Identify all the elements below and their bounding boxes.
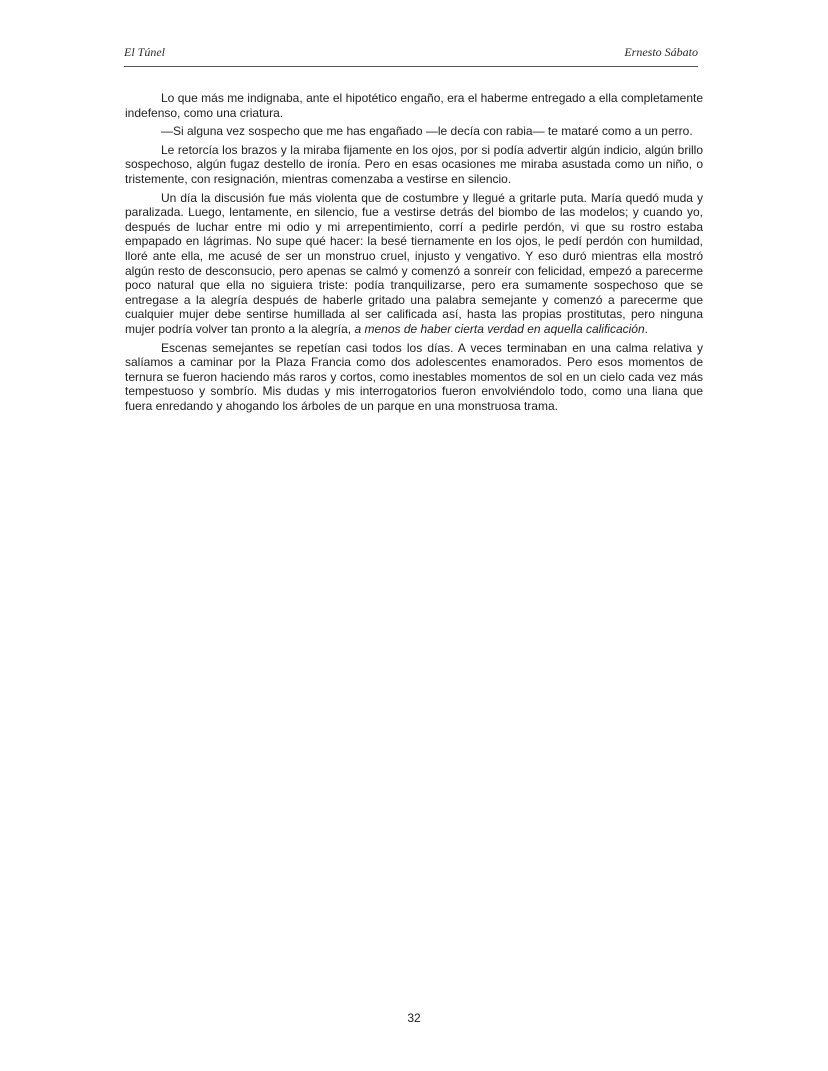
header-divider [124, 66, 698, 67]
paragraph-1: Lo que más me indignaba, ante el hipotético engaño, era el haberme entregado a ella completamente indefenso, como una criatura. [125, 91, 703, 120]
paragraph-5: Escenas semejantes se repetían casi todos los días. A veces terminaban en una calma relativa y salíamos a caminar por la Plaza Francia como dos adolescentes enamorados. Pero esos momentos de ternura se fueron haciendo más raros y cortos, como inestables momentos de sol en un cielo cada vez más tempestuoso y sombrío. Mis dudas y mis interrogatorios fueron envolviéndolo todo, como una liana que fuera enredando y ahogando los árboles de un parque en una monstruosa trama. [125, 340, 703, 413]
header-book-title: El Túnel [124, 45, 165, 59]
paragraph-4-italic: a menos de haber cierta verdad en aquella calificación [354, 321, 645, 336]
page-number: 32 [407, 1011, 421, 1025]
paragraph-4-end: . [644, 321, 648, 336]
header-author: Ernesto Sábato [624, 45, 698, 59]
paragraph-4-text: Un día la discusión fue más violenta que de costumbre y llegué a gritarle puta. María quedó muda y paralizada. Luego, lentamente, en silencio, fue a vestirse detrás del biombo de las modelos; y cuando yo, después de luchar entre mi odio y mi arrepentimiento, corrí a pedirle perdón, vi que su rostro estaba empapado en lágrimas. No supe qué hacer: la besé tiernamente en los ojos, le pedí perdón con humildad, lloré ante ella, me acusé de ser un monstruo cruel, injusto y vengativo. Y eso duró mientras ella mostró algún resto de desconsucio, pero apenas se calmó y comenzó a sonreír con felicidad, empezó a parecerme poco natural que ella no siguiera triste: podía tranquilizarse, pero era sumamente sospechoso que se entregase a la alegría después de haberle gritado una palabra semejante y comenzó a parecerme que cualquier mujer debe sentirse humillada al ser calificada así, hasta las propias prostitutas, pero ninguna mujer podría volver tan pronto a la alegría, [125, 190, 703, 336]
paragraph-3: Le retorcía los brazos y la miraba fijamente en los ojos, por si podía advertir algún indicio, algún brillo sospechoso, algún fugaz destello de ironía. Pero en esas ocasiones me miraba asustada como un niño, o tristemente, con resignación, mientras comenzaba a vestirse en silencio. [125, 142, 703, 186]
paragraph-4 [125, 191, 703, 337]
body-text [125, 91, 703, 417]
running-header [124, 45, 698, 65]
paragraph-2: —Si alguna vez sospecho que me has engañado —le decía con rabia— te mataré como a un perro. [161, 124, 693, 139]
